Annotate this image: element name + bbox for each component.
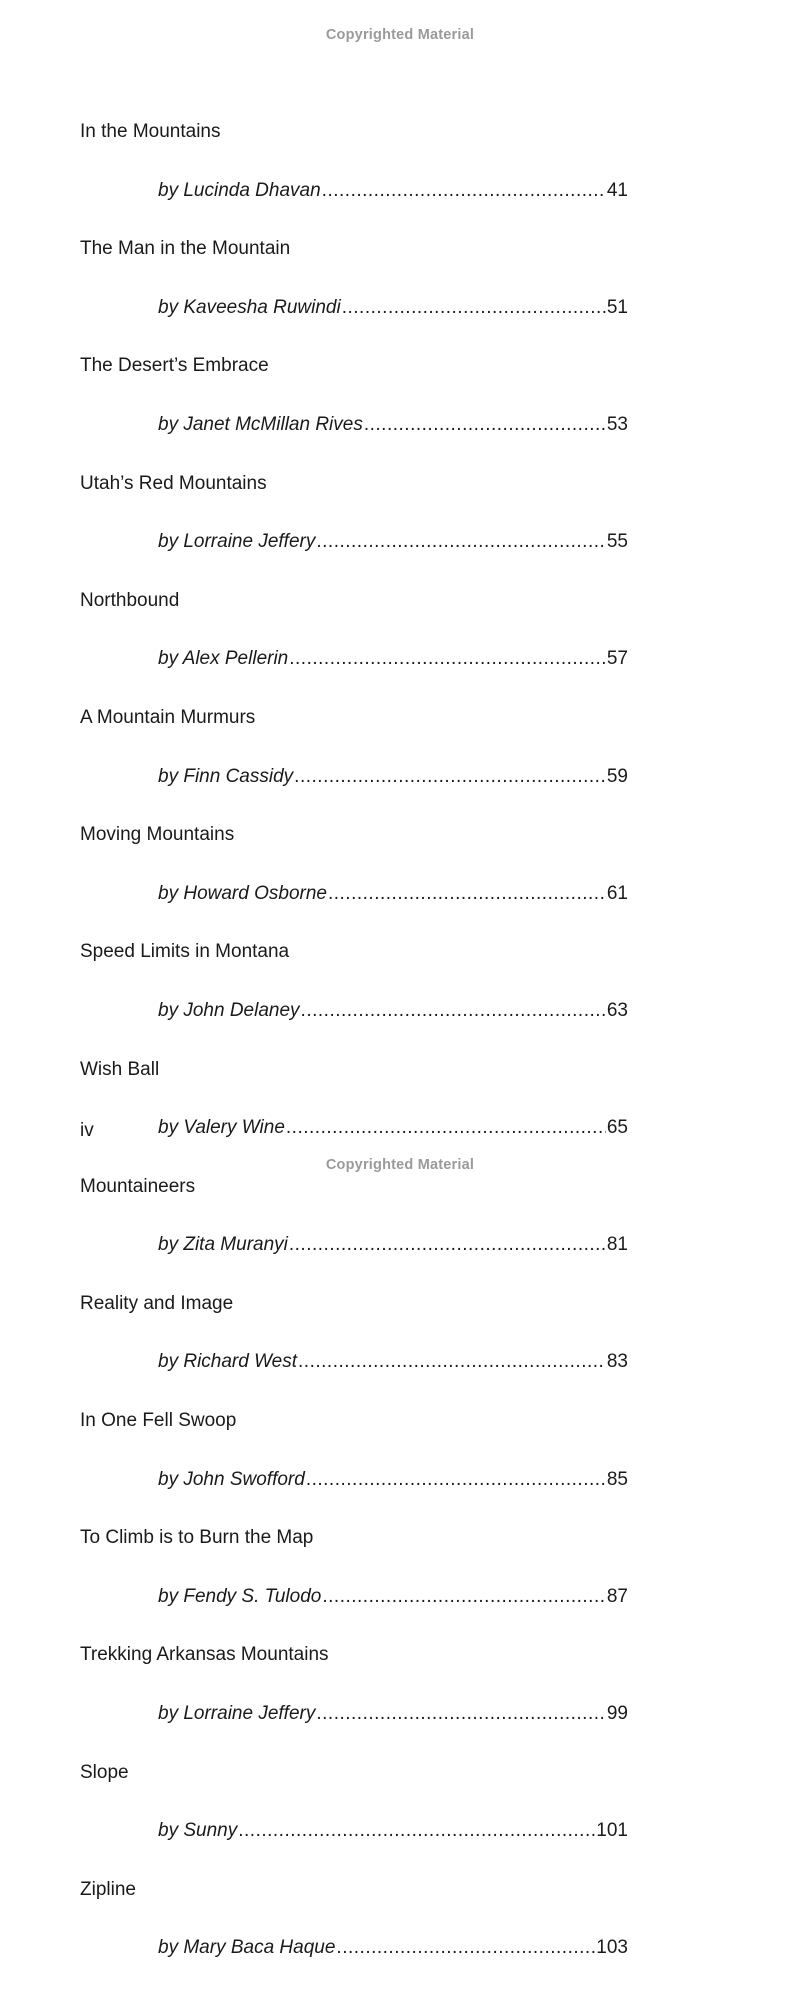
toc-entry-author: by Richard West (158, 1351, 298, 1373)
toc-entry-page: 41 (606, 179, 628, 201)
toc-entry-author: by John Swofford (158, 1468, 305, 1490)
dot-leader (306, 1468, 606, 1527)
toc-entry-page: 65 (606, 1117, 628, 1139)
toc-entry-byline (80, 1702, 628, 1761)
dot-leader (301, 999, 606, 1058)
toc-entry-page: 101 (596, 1820, 628, 1842)
toc-entry-author: by Finn Cassidy (158, 765, 294, 787)
page-number: iv (80, 1120, 94, 1141)
toc-entry-byline (80, 1585, 628, 1644)
toc-entry-title: The Desert’s Embrace (80, 355, 269, 377)
toc-entry-page: 53 (606, 413, 628, 435)
toc-entry-author: by Valery Wine (158, 1117, 285, 1139)
toc-entry-title: A Mountain Murmurs (80, 706, 256, 728)
dot-leader (364, 413, 606, 472)
dot-leader (298, 1350, 606, 1409)
toc-entry-author: by Lorraine Jeffery (158, 531, 316, 553)
toc-entry-page: 85 (606, 1468, 628, 1490)
copyright-watermark-top: Copyrighted Material (325, 27, 475, 43)
toc-entry-byline (80, 413, 628, 472)
dot-leader (342, 296, 606, 355)
toc-entry-page: 103 (596, 1937, 628, 1959)
dot-leader (322, 1585, 606, 1644)
toc-entry-page: 61 (606, 882, 628, 904)
toc-entry-author: by Fendy S. Tulodo (158, 1585, 322, 1607)
toc-entry (80, 237, 628, 354)
toc-entry-title: To Climb is to Burn the Map (80, 1527, 314, 1549)
toc-entry (80, 1409, 628, 1526)
toc-entry-author: by John Delaney (158, 999, 300, 1021)
toc-entry-title: Wish Ball (80, 1058, 160, 1080)
toc-entry-byline (80, 999, 628, 1058)
dot-leader (316, 1702, 606, 1761)
toc-entry (80, 1761, 628, 1878)
toc-entry-author: by Janet McMillan Rives (158, 413, 363, 435)
toc-entry-author: by Mary Baca Haque (158, 1937, 336, 1959)
toc-entry-title: In the Mountains (80, 121, 221, 142)
toc-entry-author: by Lucinda Dhavan (158, 179, 321, 201)
toc-entry-title: Trekking Arkansas Mountains (80, 1644, 329, 1666)
toc-entry-author: by Zita Muranyi (158, 1234, 288, 1256)
toc-entry (80, 1292, 628, 1409)
toc-entry (80, 354, 628, 471)
toc-entry-byline (80, 1936, 628, 1995)
toc-entry-byline (80, 1819, 628, 1878)
dot-leader (336, 1936, 595, 1995)
dot-leader (289, 647, 606, 706)
toc-entry-page: 81 (606, 1234, 628, 1256)
toc-entry (80, 120, 628, 237)
toc-entry-byline (80, 1350, 628, 1409)
toc-entry-page: 63 (606, 999, 628, 1021)
toc-entry (80, 706, 628, 823)
toc-entry-byline (80, 296, 628, 355)
toc-entry (80, 823, 628, 940)
toc-entry-page: 87 (606, 1585, 628, 1607)
toc-entry-page: 59 (606, 765, 628, 787)
toc-entry-title: Slope (80, 1761, 129, 1783)
toc-entry-byline (80, 647, 628, 706)
toc-entry-byline (80, 765, 628, 824)
toc-entry-author: by Kaveesha Ruwindi (158, 296, 341, 318)
toc-entry-title: Utah’s Red Mountains (80, 472, 267, 494)
toc-entry-title: Reality and Image (80, 1292, 234, 1314)
toc-entry-byline (80, 1233, 628, 1292)
toc-entry-page: 51 (606, 296, 628, 318)
toc-entry-title: Speed Limits in Montana (80, 941, 290, 963)
dot-leader (328, 882, 606, 941)
toc-entry-page: 83 (606, 1351, 628, 1373)
toc-entry-title: Moving Mountains (80, 824, 235, 846)
toc-entry-byline (80, 530, 628, 589)
toc-entry (80, 1878, 628, 1995)
toc-entry-author: by Howard Osborne (158, 882, 327, 904)
dot-leader (238, 1819, 595, 1878)
toc-entry-title: Northbound (80, 589, 180, 611)
toc-entry (80, 472, 628, 589)
dot-leader (316, 530, 606, 589)
dot-leader (322, 179, 606, 238)
toc-entry-author: by Alex Pellerin (158, 648, 289, 670)
toc-entry (80, 1526, 628, 1643)
copyright-watermark-bottom: Copyrighted Material (325, 1157, 475, 1173)
dot-leader (289, 1233, 606, 1292)
dot-leader (294, 765, 606, 824)
toc-entry-page: 55 (606, 531, 628, 553)
toc-entry-byline (80, 882, 628, 941)
toc-entry-page: 57 (606, 648, 628, 670)
toc-entry-byline (80, 179, 628, 238)
toc-entry-author: by Sunny (158, 1820, 238, 1842)
toc-entry-title: The Man in the Mountain (80, 238, 291, 260)
toc-entry (80, 589, 628, 706)
toc-entry (80, 1175, 628, 1292)
toc-entry-title: Mountaineers (80, 1175, 196, 1197)
toc-entry (80, 1643, 628, 1760)
toc-entry-author: by Lorraine Jeffery (158, 1703, 316, 1725)
toc-entry-byline (80, 1468, 628, 1527)
table-of-contents (80, 120, 628, 1995)
toc-entry (80, 940, 628, 1057)
toc-entry-title: In One Fell Swoop (80, 1410, 237, 1432)
toc-entry-page: 99 (606, 1703, 628, 1725)
toc-entry-title: Zipline (80, 1878, 136, 1900)
